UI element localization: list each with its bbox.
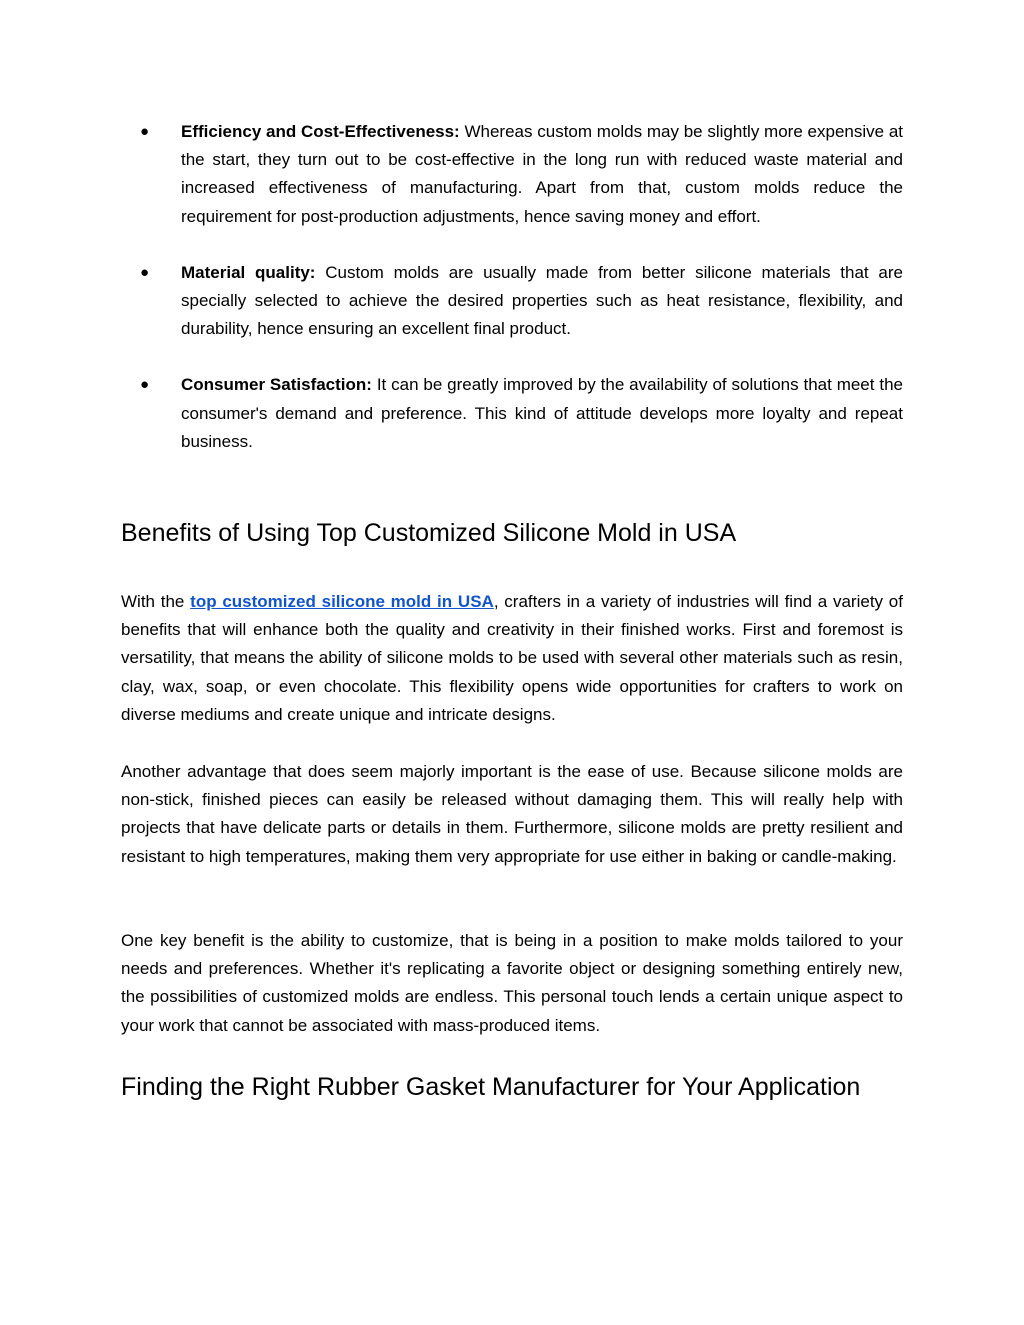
benefits-paragraph-1-wrap xyxy=(121,588,903,729)
benefits-paragraph-1 xyxy=(121,588,903,729)
bullet-text: Custom molds are usually made from better silicone materials that are specially selected to achieve the desired properties such as heat resistance, flexibility, and durability, hence ensuring an excellent final product. xyxy=(181,262,903,339)
bullet-term: Consumer Satisfaction: xyxy=(181,375,372,395)
bullet-term: Efficiency and Cost-Effectiveness: xyxy=(181,122,460,141)
benefits-paragraph-2: Another advantage that does seem majorly important is the ease of use. Because silicone molds are non-stick, finished pieces can easily be released without damaging them. This will really help with projects that have delicate parts or details in them. Furthermore, silicone molds are pretty resilient and resistant to high temperatures, making them very appropriate for use either in baking or candle-making. xyxy=(121,762,903,866)
silicone-mold-link[interactable]: top customized silicone mold in USA xyxy=(190,592,494,611)
benefits-paragraph-3: One key benefit is the ability to customize, that is being in a position to make molds tailored to your needs and preferences. Whether it's replicating a favorite object or designing something entirely new, the possibilities of customized molds are endless. This personal touch lends a certain unique aspect to your work that cannot be associated with mass-produced items. xyxy=(121,931,903,1035)
bullet-icon: ● xyxy=(140,123,150,140)
bullet-item-efficiency xyxy=(121,118,903,231)
bullet-term: Material quality: xyxy=(181,262,316,282)
gasket-section-heading-wrap xyxy=(121,1069,903,1105)
benefits-paragraph-2-wrap xyxy=(121,758,903,871)
bullet-icon: ● xyxy=(140,376,150,394)
paragraph-text: , crafters in a variety of industries will find a variety of benefits that will enhance both the quality and creativity in their finished works. First and foremost is versatility, that means the ability of silicone molds to be used with several other materials such as resin, clay, wax, soap, or even chocolate. This flexibility opens wide opportunities for crafters to work on diverse mediums and create unique and intricate designs. xyxy=(121,592,903,724)
bullet-text: It can be greatly improved by the availability of solutions that meet the consumer's demand and preference. This kind of attitude develops more loyalty and repeat business. xyxy=(181,375,903,451)
benefits-section-heading: Benefits of Using Top Customized Silicone Mold in USA xyxy=(121,519,737,547)
bullet-text: Whereas custom molds may be slightly more expensive at the start, they turn out to be cost-effective in the long run with reduced waste material and increased effectiveness of manufacturing. Apart from that, custom molds reduce the requirement for post-production adjustments, hence saving money and effort. xyxy=(181,122,903,226)
bullet-item-material-quality xyxy=(121,259,903,344)
bullet-icon: ● xyxy=(140,263,150,281)
benefits-section-heading-wrap xyxy=(121,515,903,551)
paragraph-text: With the xyxy=(121,592,191,611)
bullet-item-consumer-satisfaction xyxy=(121,371,903,456)
gasket-section-heading: Finding the Right Rubber Gasket Manufacturer for Your Application xyxy=(121,1073,861,1101)
benefits-bullet-list xyxy=(121,118,903,484)
benefits-paragraph-3-wrap xyxy=(121,927,903,1040)
